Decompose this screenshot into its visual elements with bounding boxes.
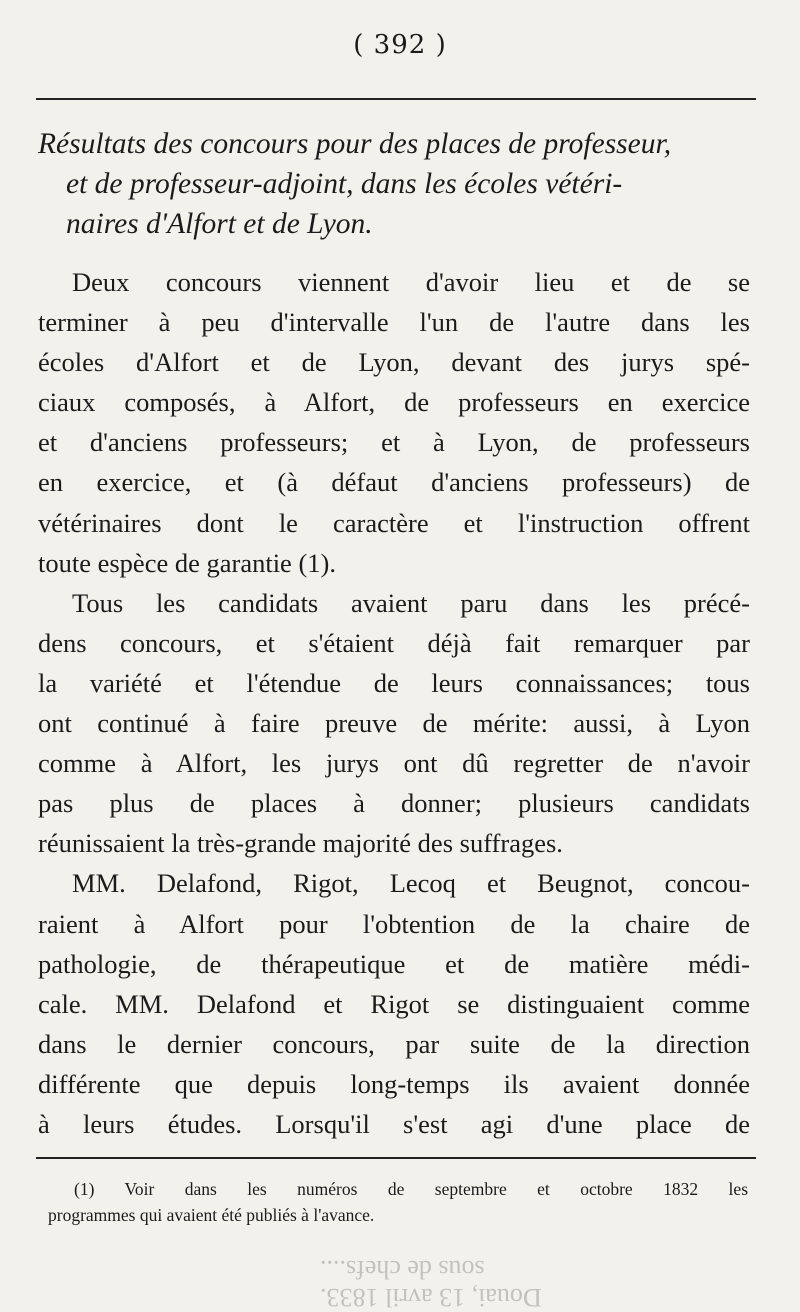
text-line: en exercice, et (à défaut d'anciens professeurs) de (38, 467, 750, 498)
text-line: raient à Alfort pour l'obtention de la chaire de (38, 908, 750, 939)
bleed-line: Douai, 13 avril 1833. (320, 1283, 542, 1312)
text-line: la variété et l'étendue de leurs connaissances; tous (38, 667, 750, 698)
footnote-line: (1) Voir dans les numéros de septembre et octobre 1832 les (74, 1179, 748, 1199)
text-line: terminer à peu d'intervalle l'un de l'autre dans les (38, 307, 750, 338)
bleed-through-text (320, 1255, 780, 1311)
text-line: comme à Alfort, les jurys ont dû regretter de n'avoir (38, 748, 750, 779)
text-line: à leurs études. Lorsqu'il s'est agi d'une place de (38, 1108, 750, 1139)
text-line: pas plus de places à donner; plusieurs candidats (38, 788, 750, 819)
section-title (38, 124, 750, 244)
text-line: cale. MM. Delafond et Rigot se distinguaient comme (38, 988, 750, 1019)
footnote (48, 1176, 748, 1228)
page-number: ( 392 ) (353, 30, 447, 60)
header-rule (36, 98, 756, 100)
text-line: différente que depuis long-temps ils avaient donnée (38, 1068, 750, 1099)
text-line: ont continué à faire preuve de mérite: aussi, à Lyon (38, 708, 750, 739)
title-line: et de professeur-adjoint, dans les écoles vétéri- (66, 168, 623, 200)
text-line: vétérinaires dont le caractère et l'instruction offrent (38, 507, 750, 538)
text-line: dans le dernier concours, par suite de la direction (38, 1028, 750, 1059)
text-line: réunissaient la très-grande majorité des suffrages. (38, 828, 563, 859)
title-line: Résultats des concours pour des places de professeur, (38, 128, 672, 160)
text-line: MM. Delafond, Rigot, Lecoq et Beugnot, concou- (72, 868, 750, 899)
text-line: toute espèce de garantie (1). (38, 547, 336, 578)
text-line: Tous les candidats avaient paru dans les précé- (72, 587, 750, 618)
text-line: pathologie, de thérapeutique et de matière médi- (38, 948, 750, 979)
title-line: naires d'Alfort et de Lyon. (66, 208, 373, 240)
footnote-line: programmes qui avaient été publiés à l'avance. (48, 1205, 375, 1225)
text-line: et d'anciens professeurs; et à Lyon, de professeurs (38, 427, 750, 458)
text-line: dens concours, et s'étaient déjà fait remarquer par (38, 627, 750, 658)
footnote-rule (36, 1157, 756, 1159)
text-line: écoles d'Alfort et de Lyon, devant des jurys spé- (38, 347, 750, 378)
body-text (38, 262, 750, 1144)
bleed-line: sous de chefs.... (320, 1255, 485, 1284)
text-line: ciaux composés, à Alfort, de professeurs en exercice (38, 387, 750, 418)
text-line: Deux concours viennent d'avoir lieu et de se (72, 267, 750, 297)
